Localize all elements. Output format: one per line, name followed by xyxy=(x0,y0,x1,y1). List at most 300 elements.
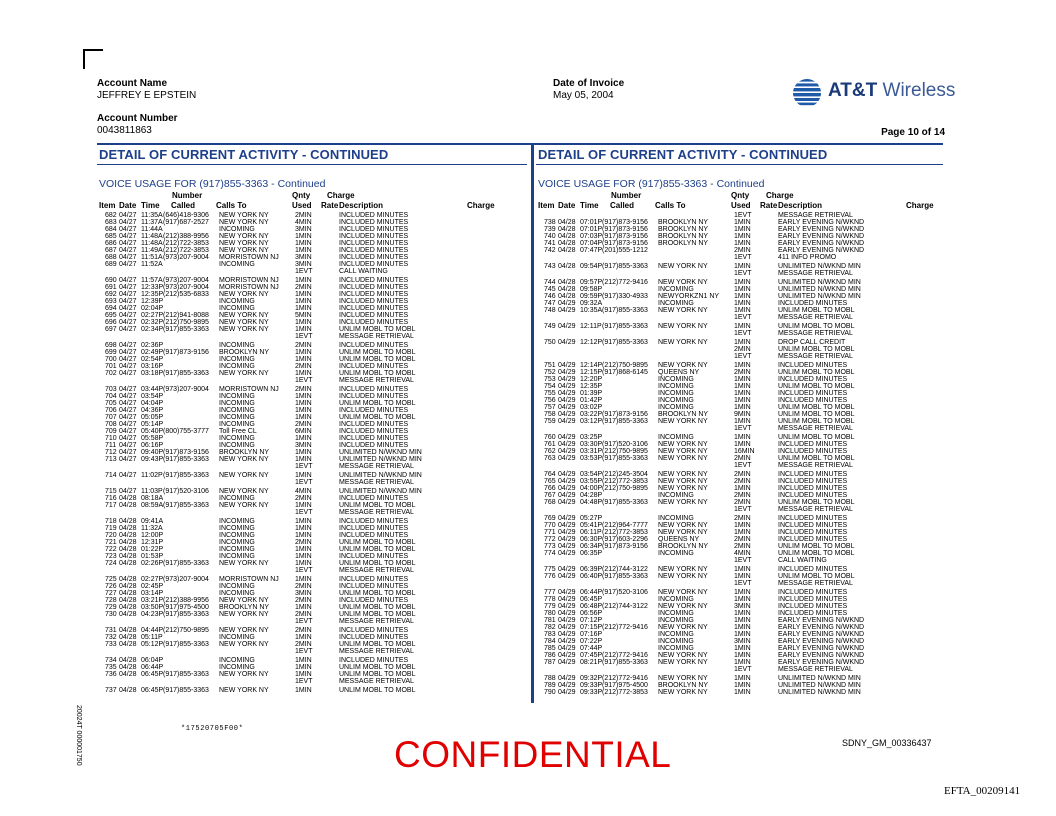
charge-description: EARLY EVENING N/WKND xyxy=(778,645,865,652)
number-called: (212)772-9416 xyxy=(602,624,648,631)
number-called: (917)520-3106 xyxy=(602,589,648,596)
calls-to: INCOMING xyxy=(219,664,255,671)
call-date: 04/28 xyxy=(119,634,137,641)
usage-row xyxy=(538,506,958,513)
call-time: 07:44P xyxy=(580,645,603,652)
quantity-used: 1MIN xyxy=(734,631,751,638)
header-used: Used xyxy=(731,201,751,210)
usage-row xyxy=(99,277,519,284)
call-date: 04/29 xyxy=(558,617,576,624)
item-number: 734 xyxy=(105,657,117,664)
calls-to: MORRISTOWN NJ xyxy=(219,254,279,261)
call-date: 04/28 xyxy=(119,502,137,509)
usage-row xyxy=(538,323,958,330)
charge-description: INCLUDED MINUTES xyxy=(339,583,409,590)
charge-description: MESSAGE RETRIEVAL xyxy=(778,212,853,219)
quantity-used: 2MIN xyxy=(295,495,312,502)
item-number: 748 xyxy=(544,307,556,314)
charge-description: EARLY EVENING N/WKND xyxy=(778,617,865,624)
quantity-used: 1MIN xyxy=(734,226,751,233)
calls-to: INCOMING xyxy=(658,397,694,404)
usage-column-right xyxy=(538,190,958,696)
usage-row xyxy=(538,682,958,689)
quantity-used: 1MIN xyxy=(734,263,751,270)
item-number: 702 xyxy=(105,370,117,377)
quantity-used: 1MIN xyxy=(295,291,312,298)
charge-description: INCLUDED MINUTES xyxy=(339,532,409,539)
usage-row xyxy=(538,383,958,390)
usage-row xyxy=(99,687,519,694)
call-time: 02:27P xyxy=(141,576,164,583)
quantity-used: 1MIN xyxy=(734,279,751,286)
calls-to: NEW YORK NY xyxy=(658,529,708,536)
call-time: 03:31P xyxy=(580,448,603,455)
call-date: 04/27 xyxy=(119,326,137,333)
number-called: (917)873-9156 xyxy=(602,226,648,233)
calls-to: MORRISTOWN NJ xyxy=(219,386,279,393)
call-time: 02:27P xyxy=(141,312,164,319)
call-time: 02:36P xyxy=(141,342,164,349)
calls-to: INCOMING xyxy=(658,286,694,293)
item-number: 725 xyxy=(105,576,117,583)
item-number: 768 xyxy=(544,499,556,506)
call-date: 04/29 xyxy=(558,499,576,506)
calls-to: INCOMING xyxy=(219,442,255,449)
usage-row xyxy=(99,233,519,240)
crop-mark xyxy=(83,49,103,69)
calls-to: NEW YORK NY xyxy=(658,522,708,529)
item-number: 730 xyxy=(105,611,117,618)
charge-description: MESSAGE RETRIEVAL xyxy=(339,618,414,625)
call-date: 04/28 xyxy=(119,641,137,648)
calls-to: NEW YORK NY xyxy=(658,499,708,506)
quantity-used: 1MIN xyxy=(295,240,312,247)
number-called: (917)855-3363 xyxy=(163,560,209,567)
usage-row xyxy=(99,219,519,226)
number-called: (917)855-3363 xyxy=(163,326,209,333)
usage-row xyxy=(538,659,958,666)
number-called: (917)855-3363 xyxy=(163,456,209,463)
usage-row xyxy=(99,518,519,525)
charge-description: 411 INFO PROMO xyxy=(778,254,837,261)
usage-row xyxy=(99,435,519,442)
charge-description: UNLIM MOBL TO MOBL xyxy=(339,356,416,363)
charge-description: INCLUDED MINUTES xyxy=(339,428,409,435)
calls-to: INCOMING xyxy=(658,383,694,390)
calls-to: BROOKLYN NY xyxy=(658,411,709,418)
item-number: 775 xyxy=(544,566,556,573)
call-time: 09:32A xyxy=(580,300,603,307)
item-number: 741 xyxy=(544,240,556,247)
usage-row xyxy=(99,407,519,414)
call-date: 04/29 xyxy=(558,589,576,596)
quantity-used: 2MIN xyxy=(295,611,312,618)
usage-row xyxy=(538,580,958,587)
quantity-used: 1MIN xyxy=(734,383,751,390)
call-time: 09:59P xyxy=(580,293,603,300)
call-date: 04/27 xyxy=(119,298,137,305)
number-called: (212)750-9895 xyxy=(602,448,648,455)
call-time: 03:50P xyxy=(141,604,164,611)
calls-to: NEW YORK NY xyxy=(219,319,269,326)
globe-icon xyxy=(791,78,823,108)
item-number: 714 xyxy=(105,472,117,479)
item-number: 719 xyxy=(105,525,117,532)
number-called: (212)750-9895 xyxy=(602,485,648,492)
call-time: 03:55P xyxy=(580,478,603,485)
header-called: Called xyxy=(610,201,635,210)
call-date: 04/28 xyxy=(558,293,576,300)
quantity-used: 1EVT xyxy=(295,678,313,685)
calls-to: NEW YORK NY xyxy=(658,603,708,610)
quantity-used: 1MIN xyxy=(295,393,312,400)
charge-description: UNLIMITED N/WKND MIN xyxy=(778,682,861,689)
usage-row xyxy=(99,611,519,618)
charge-description: UNLIMITED N/WKND MIN xyxy=(339,449,422,456)
calls-to: INCOMING xyxy=(219,414,255,421)
number-called: (201)555-1212 xyxy=(602,247,648,254)
header-time: Time xyxy=(580,201,599,210)
call-time: 11:35A xyxy=(141,212,163,219)
quantity-used: 1MIN xyxy=(734,566,751,573)
item-number: 682 xyxy=(105,212,117,219)
call-date: 04/27 xyxy=(119,356,137,363)
item-number: 745 xyxy=(544,286,556,293)
call-time: 05:14P xyxy=(141,421,164,428)
usage-row xyxy=(99,247,519,254)
charge-description: MESSAGE RETRIEVAL xyxy=(778,270,853,277)
item-number: 686 xyxy=(105,240,117,247)
quantity-used: 1MIN xyxy=(734,675,751,682)
call-time: 01:42P xyxy=(580,397,603,404)
quantity-used: 2MIN xyxy=(295,386,312,393)
calls-to: NEW YORK NY xyxy=(219,312,269,319)
call-time: 06:04P xyxy=(141,657,164,664)
call-date: 04/27 xyxy=(119,291,137,298)
call-time: 02:32P xyxy=(141,319,164,326)
calls-to: NEW YORK NY xyxy=(219,456,269,463)
quantity-used: 4MIN xyxy=(734,550,751,557)
charge-description: INCLUDED MINUTES xyxy=(778,515,848,522)
header-item: Item xyxy=(99,201,116,210)
call-time: 12:35P xyxy=(580,383,603,390)
usage-row xyxy=(538,279,958,286)
quantity-used: 1MIN xyxy=(295,319,312,326)
call-date: 04/28 xyxy=(119,532,137,539)
call-time: 11:57A xyxy=(141,277,163,284)
item-number: 749 xyxy=(544,323,556,330)
brand-suffix: Wireless xyxy=(882,80,956,101)
charge-description: INCLUDED MINUTES xyxy=(339,342,409,349)
item-number: 711 xyxy=(105,442,117,449)
item-number: 783 xyxy=(544,631,556,638)
call-date: 04/27 xyxy=(119,312,137,319)
call-time: 02:26P xyxy=(141,560,164,567)
account-number: 0043811863 xyxy=(97,125,152,136)
usage-row xyxy=(99,597,519,604)
call-date: 04/29 xyxy=(558,689,576,696)
charge-description: INCLUDED MINUTES xyxy=(339,634,409,641)
call-time: 09:32P xyxy=(580,675,603,682)
quantity-used: 1MIN xyxy=(295,400,312,407)
call-date: 04/29 xyxy=(558,471,576,478)
number-called: (212)750-9895 xyxy=(163,319,209,326)
charge-description: UNLIM MOBL TO MOBL xyxy=(778,418,855,425)
item-number: 701 xyxy=(105,363,117,370)
item-number: 772 xyxy=(544,536,556,543)
usage-row xyxy=(538,499,958,506)
usage-row xyxy=(538,330,958,337)
item-number: 735 xyxy=(105,664,117,671)
call-time: 06:30P xyxy=(580,536,603,543)
quantity-used: 1MIN xyxy=(295,472,312,479)
call-date: 04/29 xyxy=(558,300,576,307)
call-time: 06:45P xyxy=(141,671,164,678)
charge-description: UNLIM MOBL TO MOBL xyxy=(339,604,416,611)
quantity-used: 1EVT xyxy=(734,212,752,219)
usage-row xyxy=(99,319,519,326)
invoice-date: May 05, 2004 xyxy=(553,90,614,101)
item-number: 754 xyxy=(544,383,556,390)
charge-description: INCLUDED MINUTES xyxy=(339,319,409,326)
charge-description: INCLUDED MINUTES xyxy=(778,536,848,543)
quantity-used: 1MIN xyxy=(295,532,312,539)
usage-row xyxy=(538,589,958,596)
charge-description: MESSAGE RETRIEVAL xyxy=(778,425,853,432)
charge-description: UNLIM MOBL TO MOBL xyxy=(339,326,416,333)
call-date: 04/27 xyxy=(119,254,137,261)
usage-row xyxy=(99,356,519,363)
call-time: 06:45P xyxy=(580,596,603,603)
call-time: 03:25P xyxy=(580,434,603,441)
calls-to: MORRISTOWN NJ xyxy=(219,284,279,291)
charge-description: EARLY EVENING N/WKND xyxy=(778,247,865,254)
usage-row xyxy=(99,428,519,435)
call-date: 04/28 xyxy=(119,627,137,634)
call-time: 07:45P xyxy=(580,652,603,659)
usage-row xyxy=(538,478,958,485)
calls-to: INCOMING xyxy=(219,342,255,349)
quantity-used: 1MIN xyxy=(295,435,312,442)
calls-to: Toll Free CL xyxy=(219,428,257,435)
usage-row xyxy=(538,471,958,478)
usage-row xyxy=(538,485,958,492)
calls-to: NEW YORK NY xyxy=(219,212,269,219)
charge-description: UNLIM MOBL TO MOBL xyxy=(339,664,416,671)
call-time: 09:57P xyxy=(580,279,603,286)
usage-row xyxy=(538,418,958,425)
number-called: (212)744-3122 xyxy=(602,603,648,610)
call-date: 04/28 xyxy=(558,286,576,293)
calls-to: NEW YORK NY xyxy=(219,291,269,298)
calls-to: NEW YORK NY xyxy=(658,652,708,659)
calls-to: INCOMING xyxy=(219,298,255,305)
number-called: (212)750-9895 xyxy=(602,362,648,369)
call-time: 09:33P xyxy=(580,689,603,696)
quantity-used: 2MIN xyxy=(734,478,751,485)
usage-row xyxy=(99,553,519,560)
quantity-used: 1MIN xyxy=(295,657,312,664)
usage-row xyxy=(538,603,958,610)
usage-rows-left xyxy=(99,212,519,694)
calls-to: NEW YORK NY xyxy=(658,624,708,631)
call-date: 04/28 xyxy=(119,553,137,560)
usage-row xyxy=(99,648,519,655)
item-number: 761 xyxy=(544,441,556,448)
charge-description: EARLY EVENING N/WKND xyxy=(778,233,865,240)
item-number: 684 xyxy=(105,226,117,233)
calls-to: NEW YORK NY xyxy=(658,478,708,485)
number-called: (212)941-8088 xyxy=(163,312,209,319)
call-date: 04/29 xyxy=(558,434,576,441)
call-time: 05:58P xyxy=(141,435,164,442)
charge-description: MESSAGE RETRIEVAL xyxy=(339,377,414,384)
charge-description: MESSAGE RETRIEVAL xyxy=(339,333,414,340)
call-time: 05:41P xyxy=(580,522,603,529)
call-date: 04/29 xyxy=(558,659,576,666)
usage-row xyxy=(538,645,958,652)
calls-to: INCOMING xyxy=(219,421,255,428)
usage-row xyxy=(99,532,519,539)
usage-row xyxy=(99,634,519,641)
call-time: 06:48P xyxy=(580,603,603,610)
call-time: 07:22P xyxy=(580,638,603,645)
charge-description: UNLIM MOBL TO MOBL xyxy=(339,590,416,597)
quantity-used: 2MIN xyxy=(295,641,312,648)
quantity-used: 1MIN xyxy=(734,645,751,652)
quantity-used: 1EVT xyxy=(295,377,313,384)
calls-to: INCOMING xyxy=(219,407,255,414)
charge-description: EARLY EVENING N/WKND xyxy=(778,226,865,233)
usage-row xyxy=(99,393,519,400)
quantity-used: 1MIN xyxy=(734,617,751,624)
quantity-used: 2MIN xyxy=(295,597,312,604)
charge-description: UNLIM MOBL TO MOBL xyxy=(339,641,416,648)
call-date: 04/27 xyxy=(119,363,137,370)
item-number: 786 xyxy=(544,652,556,659)
usage-row xyxy=(99,456,519,463)
call-date: 04/29 xyxy=(558,682,576,689)
charge-description: CALL WAITING xyxy=(778,557,827,564)
quantity-used: 1EVT xyxy=(734,506,752,513)
charge-description: INCLUDED MINUTES xyxy=(778,376,848,383)
charge-description: UNLIM MOBL TO MOBL xyxy=(339,349,416,356)
number-called: (917)975-4500 xyxy=(163,604,209,611)
usage-row xyxy=(538,369,958,376)
item-number: 779 xyxy=(544,603,556,610)
quantity-used: 1MIN xyxy=(734,624,751,631)
call-date: 04/27 xyxy=(119,393,137,400)
confidential-stamp: CONFIDENTIAL xyxy=(394,734,672,775)
charge-description: INCLUDED MINUTES xyxy=(778,492,848,499)
usage-row xyxy=(99,370,519,377)
item-number: 742 xyxy=(544,247,556,254)
usage-row xyxy=(99,449,519,456)
item-number: 683 xyxy=(105,219,117,226)
number-called: (917)855-3363 xyxy=(602,573,648,580)
call-time: 07:12P xyxy=(580,617,603,624)
call-date: 04/28 xyxy=(558,247,576,254)
calls-to: NEW YORK NY xyxy=(219,247,269,254)
charge-description: INCLUDED MINUTES xyxy=(339,525,409,532)
charge-description: INCLUDED MINUTES xyxy=(339,247,409,254)
charge-description: INCLUDED MINUTES xyxy=(339,261,409,268)
usage-row xyxy=(99,664,519,671)
quantity-used: 2MIN xyxy=(295,284,312,291)
item-number: 770 xyxy=(544,522,556,529)
usage-row xyxy=(99,488,519,495)
call-date: 04/27 xyxy=(119,386,137,393)
call-date: 04/28 xyxy=(558,263,576,270)
charge-description: MESSAGE RETRIEVAL xyxy=(778,666,853,673)
charge-description: MESSAGE RETRIEVAL xyxy=(339,567,414,574)
usage-row xyxy=(99,567,519,574)
item-number: 698 xyxy=(105,342,117,349)
calls-to: INCOMING xyxy=(219,393,255,400)
call-date: 04/27 xyxy=(119,472,137,479)
quantity-used: 3MIN xyxy=(295,254,312,261)
quantity-used: 1MIN xyxy=(295,502,312,509)
calls-to: INCOMING xyxy=(658,550,694,557)
calls-to: INCOMING xyxy=(658,617,694,624)
usage-row xyxy=(538,573,958,580)
call-time: 03:16P xyxy=(141,363,164,370)
usage-row xyxy=(99,291,519,298)
quantity-used: 4MIN xyxy=(295,488,312,495)
charge-description: INCLUDED MINUTES xyxy=(778,300,848,307)
call-time: 06:34P xyxy=(580,543,603,550)
call-date: 04/29 xyxy=(558,404,576,411)
call-date: 04/27 xyxy=(119,400,137,407)
charge-description: MESSAGE RETRIEVAL xyxy=(339,479,414,486)
charge-description: UNLIMITED N/WKND MIN xyxy=(778,293,861,300)
call-time: 12:31P xyxy=(141,539,164,546)
number-called: (917)975-4500 xyxy=(602,682,648,689)
item-number: 771 xyxy=(544,529,556,536)
call-date: 04/28 xyxy=(119,525,137,532)
usage-row xyxy=(538,219,958,226)
number-called: (917)687-2527 xyxy=(163,219,209,226)
usage-row xyxy=(538,353,958,360)
header-number-top: Number xyxy=(172,191,203,200)
usage-row xyxy=(99,657,519,664)
call-date: 04/28 xyxy=(119,576,137,583)
call-time: 04:23P xyxy=(141,611,164,618)
usage-row xyxy=(99,333,519,340)
item-number: 708 xyxy=(105,421,117,428)
usage-row xyxy=(538,362,958,369)
number-called: (917)855-3363 xyxy=(163,671,209,678)
quantity-used: 1EVT xyxy=(295,618,313,625)
header-calls-to: Calls To xyxy=(216,201,247,210)
quantity-used: 2MIN xyxy=(734,515,751,522)
charge-description: UNLIM MOBL TO MOBL xyxy=(778,323,855,330)
usage-row xyxy=(538,247,958,254)
number-called: (212)245-3504 xyxy=(602,471,648,478)
number-called: (917)855-3363 xyxy=(163,641,209,648)
calls-to: NEW YORK NY xyxy=(658,362,708,369)
charge-description: UNLIM MOBL TO MOBL xyxy=(339,560,416,567)
charge-description: INCLUDED MINUTES xyxy=(339,212,409,219)
usage-row xyxy=(538,226,958,233)
item-number: 721 xyxy=(105,539,117,546)
call-time: 12:33P xyxy=(141,284,164,291)
number-called: (917)855-3363 xyxy=(602,418,648,425)
call-date: 04/28 xyxy=(119,611,137,618)
call-date: 04/27 xyxy=(119,219,137,226)
calls-to: INCOMING xyxy=(219,261,255,268)
usage-row xyxy=(538,441,958,448)
